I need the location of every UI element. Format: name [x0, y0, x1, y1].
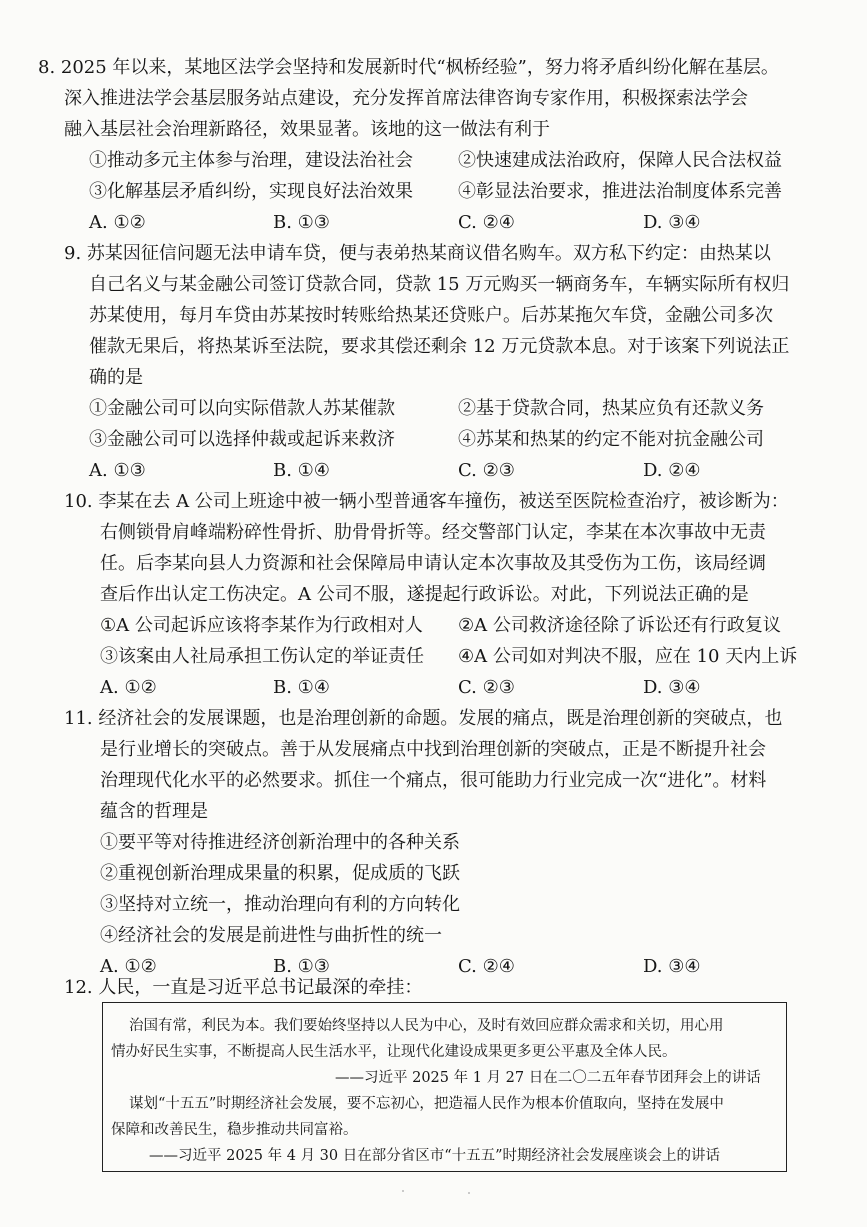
quote-1-line-2: 情办好民生实事，不断提高人民生活水平，让现代化建设成果更多更公平惠及全体人民。 [111, 1044, 677, 1060]
q8-stem-line-1: 8. 2025 年以来，某地区法学会坚持和发展新时代“枫桥经验”，努力将矛盾纠纷化解在基层。 [38, 57, 779, 78]
quote-2-source: ——习近平 2025 年 4 月 30 日在部分省区市“十五五”时期经济社会发展座谈会上的讲话 [149, 1148, 721, 1164]
q9-choice-c: C. ②③ [458, 460, 515, 481]
q11-stem-line-2: 是行业增长的突破点。善于从发展痛点中找到治理创新的突破点，正是不断提升社会 [100, 739, 766, 760]
q9-stem-line-5: 确的是 [89, 367, 143, 388]
q10-item-3: ③该案由人社局承担工伤认定的举证责任 [100, 646, 424, 667]
q9-choice-d: D. ②④ [643, 460, 701, 481]
q8-item-1: ①推动多元主体参与治理，建设法治社会 [89, 150, 413, 171]
scan-speck [468, 1192, 470, 1194]
q9-item-4: ④苏某和热某的约定不能对抗金融公司 [458, 429, 764, 450]
q11-stem-line-3: 治理现代化水平的必然要求。抓住一个痛点，很可能助力行业完成一次“进化”。材料 [100, 770, 767, 791]
q10-stem-line-1: 10. 李某在去 A 公司上班途中被一辆小型普通客车撞伤，被送至医院检查治疗，被诊断为： [64, 491, 789, 512]
q11-choice-d: D. ③④ [643, 956, 701, 977]
scan-speck [402, 1190, 404, 1192]
q9-item-1: ①金融公司可以向实际借款人苏某催款 [89, 398, 395, 419]
q10-item-4: ④A 公司如对判决不服，应在 10 天内上诉 [458, 646, 798, 667]
q8-choice-d: D. ③④ [643, 212, 701, 233]
q12-stem-line-1: 12. 人民，一直是习近平总书记最深的牵挂： [64, 977, 423, 998]
q11-stem-line-1: 11. 经济社会的发展课题，也是治理创新的命题。发展的痛点，既是治理创新的突破点，也 [64, 708, 783, 729]
q9-stem-line-3: 苏某使用，每月车贷由苏某按时转账给热某还贷账户。后苏某拖欠车贷，金融公司多次 [89, 305, 773, 326]
q9-choice-a: A. ①③ [89, 460, 146, 481]
q9-item-2: ②基于贷款合同，热某应负有还款义务 [458, 398, 764, 419]
q10-choice-b: B. ①④ [273, 677, 330, 698]
q11-stem-line-4: 蕴含的哲理是 [100, 801, 208, 822]
q10-choice-d: D. ③④ [643, 677, 701, 698]
quote-box [102, 1002, 787, 1172]
q8-item-2: ②快速建成法治政府，保障人民合法权益 [458, 150, 782, 171]
q11-item-2: ②重视创新治理成果量的积累，促成质的飞跃 [100, 863, 460, 884]
q9-item-3: ③金融公司可以选择仲裁或起诉来救济 [89, 429, 395, 450]
q8-stem-line-3: 融入基层社会治理新路径，效果显著。该地的这一做法有利于 [64, 119, 550, 140]
q9-stem-line-1: 9. 苏某因征信问题无法申请车贷，便与表弟热某商议借名购车。双方私下约定：由热某以 [64, 243, 771, 264]
q11-item-4: ④经济社会的发展是前进性与曲折性的统一 [100, 925, 442, 946]
quote-2-line-2: 保障和改善民生，稳步推动共同富裕。 [111, 1122, 358, 1138]
quote-2-line-1: 谋划“十五五”时期经济社会发展，要不忘初心，把造福人民作为根本价值取向，坚持在发展中 [129, 1096, 724, 1112]
q8-choice-a: A. ①② [89, 212, 146, 233]
q10-item-1: ①A 公司起诉应该将李某作为行政相对人 [100, 615, 423, 636]
q8-item-3: ③化解基层矛盾纠纷，实现良好法治效果 [89, 181, 413, 202]
quote-1-source: ——习近平 2025 年 1 月 27 日在二〇二五年春节团拜会上的讲话 [335, 1070, 761, 1086]
q9-choice-b: B. ①④ [273, 460, 330, 481]
q9-stem-line-2: 自己名义与某金融公司签订贷款合同，贷款 15 万元购买一辆商务车，车辆实际所有权归 [89, 274, 790, 295]
q8-stem-line-2: 深入推进法学会基层服务站点建设，充分发挥首席法律咨询专家作用，积极探索法学会 [64, 88, 748, 109]
q11-choice-a: A. ①② [100, 956, 157, 977]
q10-choice-c: C. ②③ [458, 677, 515, 698]
q10-item-2: ②A 公司救济途径除了诉讼还有行政复议 [458, 615, 781, 636]
q8-choice-b: B. ①③ [273, 212, 330, 233]
q11-choice-b: B. ①③ [273, 956, 330, 977]
q10-stem-line-3: 任。后李某向县人力资源和社会保障局申请认定本次事故及其受伤为工伤，该局经调 [100, 553, 766, 574]
q11-item-1: ①要平等对待推进经济创新治理中的各种关系 [100, 832, 460, 853]
q11-choice-c: C. ②④ [458, 956, 515, 977]
q11-item-3: ③坚持对立统一，推动治理向有利的方向转化 [100, 894, 460, 915]
q10-stem-line-2: 右侧锁骨肩峰端粉碎性骨折、肋骨骨折等。经交警部门认定，李某在本次事故中无责 [100, 522, 766, 543]
quote-1-line-1: 治国有常，利民为本。我们要始终坚持以人民为中心，及时有效回应群众需求和关切，用心用 [129, 1018, 724, 1034]
q10-stem-line-4: 查后作出认定工伤决定。A 公司不服，遂提起行政诉讼。对此，下列说法正确的是 [100, 584, 749, 605]
q8-item-4: ④彰显法治要求，推进法治制度体系完善 [458, 181, 782, 202]
q9-stem-line-4: 催款无果后，将热某诉至法院，要求其偿还剩余 12 万元贷款本息。对于该案下列说法正 [89, 336, 790, 357]
q8-choice-c: C. ②④ [458, 212, 515, 233]
q10-choice-a: A. ①② [100, 677, 157, 698]
